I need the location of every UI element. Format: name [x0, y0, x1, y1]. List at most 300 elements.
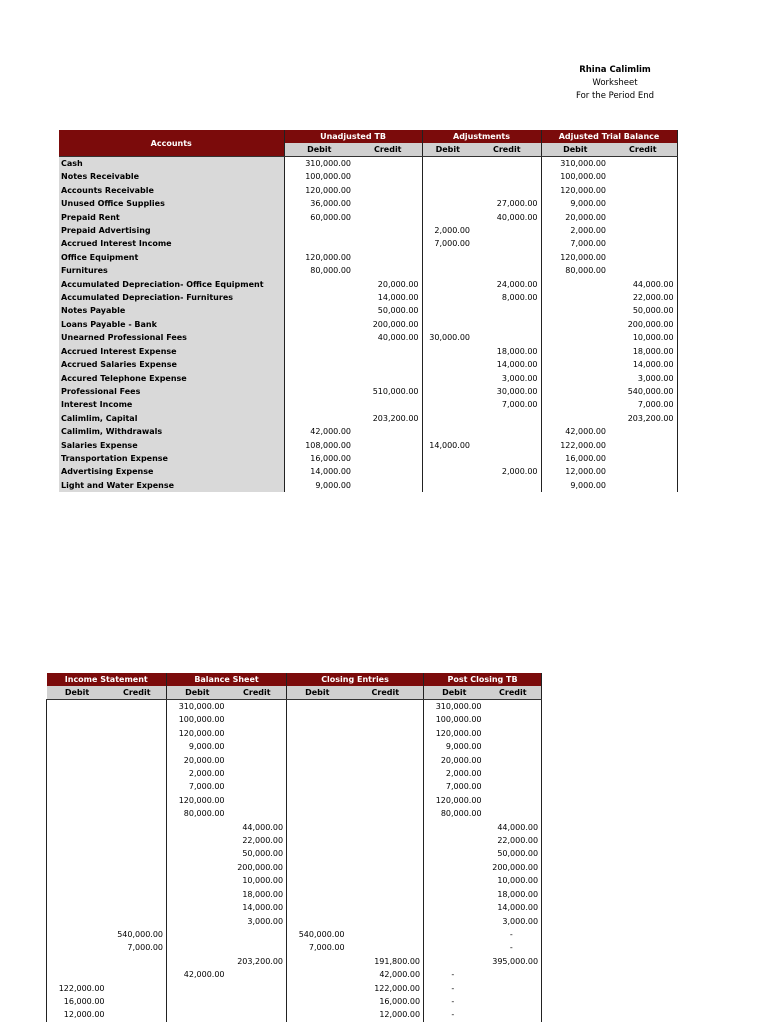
column-header-debit: Debit — [422, 143, 473, 157]
cell-balance-debit — [167, 847, 228, 860]
cell-postclosing-debit — [424, 888, 485, 901]
table-row — [47, 713, 542, 726]
cell-income-credit — [108, 888, 167, 901]
table-row — [59, 372, 677, 385]
cell-closing-credit: 42,000.00 — [379, 970, 421, 980]
cell-unadjusted-credit — [354, 465, 422, 478]
cell-closing-debit: 7,000.00 — [287, 941, 348, 954]
cell-balance-debit — [167, 941, 228, 954]
table-row — [59, 291, 677, 304]
cell-postclosing-credit: 14,000.00 — [485, 901, 542, 914]
cell-balance-credit: 18,000.00 — [242, 889, 284, 899]
group-header-closing-entries: Closing Entries — [287, 673, 424, 686]
cell-adjustments-debit — [422, 385, 473, 398]
worksheet-statements-table — [46, 673, 542, 1022]
cell-adjusted-credit: 44,000.00 — [609, 278, 677, 291]
account-name: Interest Income — [59, 398, 284, 411]
cell-adjustments-debit — [422, 412, 473, 425]
table-row — [59, 304, 677, 317]
cell-income-credit — [108, 861, 167, 874]
cell-postclosing-debit — [424, 834, 485, 847]
cell-postclosing-debit: 80,000.00 — [424, 807, 485, 820]
cell-postclosing-credit: - — [485, 928, 542, 941]
cell-unadjusted-credit — [354, 251, 422, 264]
column-header-credit: Credit — [473, 143, 541, 157]
cell-balance-debit: 2,000.00 — [167, 767, 228, 780]
table-row — [59, 385, 677, 398]
cell-postclosing-credit: 395,000.00 — [485, 955, 542, 968]
cell-postclosing-debit: 120,000.00 — [424, 727, 485, 740]
cell-closing-credit — [348, 780, 424, 793]
table-row — [59, 331, 677, 344]
cell-income-credit — [108, 713, 167, 726]
cell-balance-credit — [228, 740, 287, 753]
cell-adjustments-credit — [473, 439, 541, 452]
cell-balance-credit — [228, 1008, 287, 1021]
table-row — [59, 465, 677, 478]
group-header-unadjusted-tb: Unadjusted TB — [284, 130, 422, 143]
cell-unadjusted-credit — [354, 211, 422, 224]
cell-unadjusted-debit: 120,000.00 — [284, 251, 354, 264]
cell-unadjusted-credit: 203,200.00 — [372, 413, 419, 423]
cell-postclosing-debit — [424, 874, 485, 887]
cell-adjustments-credit: 27,000.00 — [496, 199, 538, 209]
cell-income-credit — [108, 754, 167, 767]
cell-balance-credit: 50,000.00 — [242, 849, 284, 859]
cell-income-credit — [108, 700, 167, 714]
cell-adjusted-credit — [609, 184, 677, 197]
account-name: Light and Water Expense — [59, 479, 284, 492]
cell-balance-debit — [167, 982, 228, 995]
cell-adjustments-debit — [422, 170, 473, 183]
cell-unadjusted-credit — [354, 345, 422, 358]
cell-adjusted-debit — [541, 398, 609, 411]
cell-adjustments-debit — [422, 425, 473, 438]
cell-closing-debit — [287, 888, 348, 901]
company-name: Rhina Calimlim — [579, 65, 651, 75]
cell-balance-debit: 120,000.00 — [167, 727, 228, 740]
cell-adjustments-credit: 30,000.00 — [496, 386, 538, 396]
cell-income-debit — [47, 888, 108, 901]
cell-balance-debit: 100,000.00 — [167, 713, 228, 726]
cell-balance-debit — [167, 874, 228, 887]
table-row — [59, 318, 677, 331]
cell-adjustments-credit — [473, 425, 541, 438]
cell-adjusted-debit: 9,000.00 — [541, 197, 609, 210]
cell-unadjusted-debit — [284, 278, 354, 291]
cell-closing-credit: 16,000.00 — [379, 996, 421, 1006]
cell-postclosing-credit: 44,000.00 — [485, 821, 542, 834]
cell-adjustments-debit — [422, 291, 473, 304]
cell-adjustments-debit — [422, 278, 473, 291]
cell-adjusted-debit — [541, 318, 609, 331]
cell-balance-debit — [167, 1008, 228, 1021]
cell-adjustments-credit — [473, 479, 541, 492]
cell-balance-debit — [167, 901, 228, 914]
cell-income-credit: 7,000.00 — [127, 943, 164, 953]
cell-income-debit — [47, 740, 108, 753]
cell-balance-credit: 22,000.00 — [242, 836, 284, 846]
cell-postclosing-credit — [485, 807, 542, 820]
table-row — [59, 211, 677, 224]
cell-closing-credit — [348, 807, 424, 820]
cell-balance-credit — [228, 727, 287, 740]
account-name: Cash — [59, 157, 284, 171]
cell-closing-credit — [348, 861, 424, 874]
cell-adjusted-credit — [609, 425, 677, 438]
cell-adjustments-debit — [422, 211, 473, 224]
cell-adjusted-debit: 100,000.00 — [541, 170, 609, 183]
cell-income-credit — [108, 767, 167, 780]
cell-unadjusted-credit: 50,000.00 — [377, 306, 419, 316]
cell-adjusted-credit: 540,000.00 — [609, 385, 677, 398]
cell-balance-credit: 44,000.00 — [242, 822, 284, 832]
cell-adjustments-credit — [473, 304, 541, 317]
cell-income-debit — [47, 968, 108, 981]
cell-postclosing-debit: 100,000.00 — [424, 713, 485, 726]
cell-adjusted-debit: 120,000.00 — [541, 184, 609, 197]
cell-adjusted-credit — [609, 224, 677, 237]
account-name: Accrued Interest Expense — [59, 345, 284, 358]
account-name: Notes Payable — [59, 304, 284, 317]
cell-closing-debit — [287, 794, 348, 807]
cell-adjusted-debit: 42,000.00 — [541, 425, 609, 438]
cell-balance-debit — [167, 915, 228, 928]
cell-postclosing-debit: - — [424, 995, 485, 1008]
cell-unadjusted-debit — [284, 304, 354, 317]
cell-postclosing-credit: 50,000.00 — [485, 847, 542, 860]
table-row — [47, 834, 542, 847]
cell-adjustments-debit — [422, 452, 473, 465]
table-row — [59, 358, 677, 371]
cell-unadjusted-credit: 20,000.00 — [377, 279, 419, 289]
cell-adjusted-credit — [609, 237, 677, 250]
cell-balance-debit — [167, 861, 228, 874]
table-row — [47, 901, 542, 914]
cell-closing-credit: 12,000.00 — [379, 1010, 421, 1020]
cell-postclosing-debit: 9,000.00 — [424, 740, 485, 753]
cell-closing-debit — [287, 847, 348, 860]
cell-closing-credit — [348, 941, 424, 954]
cell-postclosing-debit: - — [424, 1008, 485, 1021]
cell-closing-debit — [287, 700, 348, 714]
cell-balance-debit: 9,000.00 — [167, 740, 228, 753]
cell-adjusted-credit: 3,000.00 — [609, 372, 677, 385]
cell-balance-debit — [167, 928, 228, 941]
cell-balance-debit — [167, 821, 228, 834]
table-row — [47, 1008, 542, 1021]
cell-postclosing-credit: 200,000.00 — [485, 861, 542, 874]
cell-unadjusted-credit — [354, 452, 422, 465]
cell-closing-credit — [348, 888, 424, 901]
table-row — [59, 264, 677, 277]
cell-balance-credit — [228, 982, 287, 995]
cell-income-credit — [108, 807, 167, 820]
cell-unadjusted-debit: 120,000.00 — [284, 184, 354, 197]
cell-postclosing-credit — [485, 727, 542, 740]
table-row — [47, 847, 542, 860]
cell-closing-debit — [287, 1008, 348, 1021]
cell-closing-debit — [287, 874, 348, 887]
cell-income-credit — [108, 955, 167, 968]
cell-adjustments-credit — [473, 318, 541, 331]
cell-postclosing-credit — [485, 700, 542, 714]
cell-income-debit — [47, 780, 108, 793]
cell-adjusted-credit — [609, 157, 677, 171]
cell-income-debit: 122,000.00 — [47, 982, 108, 995]
cell-adjustments-debit — [422, 479, 473, 492]
table-row — [47, 915, 542, 928]
account-name: Professional Fees — [59, 385, 284, 398]
cell-unadjusted-debit: 80,000.00 — [284, 264, 354, 277]
cell-unadjusted-debit: 310,000.00 — [284, 157, 354, 171]
account-name: Accounts Receivable — [59, 184, 284, 197]
cell-balance-debit: 7,000.00 — [167, 780, 228, 793]
cell-closing-debit — [287, 968, 348, 981]
cell-income-credit — [108, 821, 167, 834]
cell-adjusted-credit — [609, 170, 677, 183]
table-row — [47, 767, 542, 780]
cell-income-debit — [47, 874, 108, 887]
cell-unadjusted-credit — [354, 224, 422, 237]
cell-unadjusted-credit: 14,000.00 — [377, 293, 419, 303]
cell-income-debit: 16,000.00 — [47, 995, 108, 1008]
cell-balance-credit — [228, 995, 287, 1008]
cell-balance-debit: 42,000.00 — [167, 968, 228, 981]
table-row — [47, 780, 542, 793]
cell-unadjusted-debit — [284, 237, 354, 250]
cell-unadjusted-debit: 42,000.00 — [284, 425, 354, 438]
cell-adjustments-credit: 8,000.00 — [501, 293, 538, 303]
cell-adjustments-credit — [473, 331, 541, 344]
account-name: Salaries Expense — [59, 439, 284, 452]
cell-postclosing-debit: 310,000.00 — [424, 700, 485, 714]
cell-unadjusted-debit — [284, 358, 354, 371]
account-name: Calimlim, Withdrawals — [59, 425, 284, 438]
table-row — [47, 955, 542, 968]
group-header-adjusted-trial-balance: Adjusted Trial Balance — [541, 130, 677, 143]
cell-balance-credit — [228, 767, 287, 780]
cell-income-debit — [47, 700, 108, 714]
cell-postclosing-debit — [424, 821, 485, 834]
cell-adjusted-debit — [541, 385, 609, 398]
cell-adjustments-credit: 3,000.00 — [501, 373, 538, 383]
cell-adjusted-credit: 18,000.00 — [609, 345, 677, 358]
cell-closing-debit — [287, 740, 348, 753]
table-row — [47, 995, 542, 1008]
cell-postclosing-debit — [424, 955, 485, 968]
cell-adjustments-debit: 30,000.00 — [422, 331, 473, 344]
cell-closing-credit — [348, 754, 424, 767]
cell-closing-debit — [287, 955, 348, 968]
cell-unadjusted-debit — [284, 345, 354, 358]
cell-unadjusted-credit — [354, 398, 422, 411]
cell-closing-credit — [348, 901, 424, 914]
cell-income-credit: 540,000.00 — [117, 929, 164, 939]
cell-income-debit — [47, 941, 108, 954]
account-name: Notes Receivable — [59, 170, 284, 183]
cell-closing-debit — [287, 995, 348, 1008]
account-name: Accumulated Depreciation- Furnitures — [59, 291, 284, 304]
cell-closing-debit — [287, 780, 348, 793]
table-row — [47, 821, 542, 834]
cell-unadjusted-credit: 40,000.00 — [377, 333, 419, 343]
cell-adjustments-credit — [473, 170, 541, 183]
cell-adjusted-credit — [609, 439, 677, 452]
cell-closing-debit — [287, 713, 348, 726]
account-name: Prepaid Advertising — [59, 224, 284, 237]
cell-unadjusted-debit: 36,000.00 — [284, 197, 354, 210]
table-row — [59, 170, 677, 183]
cell-income-credit — [108, 794, 167, 807]
cell-closing-debit — [287, 915, 348, 928]
cell-postclosing-credit — [485, 982, 542, 995]
cell-unadjusted-credit — [354, 372, 422, 385]
cell-unadjusted-debit — [284, 412, 354, 425]
cell-adjustments-credit: 14,000.00 — [496, 360, 538, 370]
cell-adjusted-credit: 7,000.00 — [609, 398, 677, 411]
cell-balance-debit: 80,000.00 — [167, 807, 228, 820]
table-row — [59, 224, 677, 237]
account-name: Accumulated Depreciation- Office Equipment — [59, 278, 284, 291]
cell-income-credit — [108, 1008, 167, 1021]
cell-adjustments-credit — [473, 452, 541, 465]
cell-closing-credit — [348, 847, 424, 860]
cell-balance-debit — [167, 995, 228, 1008]
cell-postclosing-credit — [485, 968, 542, 981]
cell-adjustments-credit — [473, 184, 541, 197]
cell-postclosing-debit — [424, 901, 485, 914]
cell-adjustments-debit — [422, 465, 473, 478]
cell-closing-debit — [287, 767, 348, 780]
cell-income-debit — [47, 794, 108, 807]
cell-postclosing-credit: 18,000.00 — [485, 888, 542, 901]
cell-adjusted-debit: 20,000.00 — [541, 211, 609, 224]
column-header-credit: Credit — [348, 686, 424, 700]
cell-unadjusted-debit: 100,000.00 — [284, 170, 354, 183]
table-row — [59, 398, 677, 411]
cell-unadjusted-credit — [354, 264, 422, 277]
cell-postclosing-credit — [485, 780, 542, 793]
cell-adjustments-debit: 7,000.00 — [422, 237, 473, 250]
account-name: Accured Telephone Expense — [59, 372, 284, 385]
group-header-balance-sheet: Balance Sheet — [167, 673, 287, 686]
cell-closing-debit — [287, 821, 348, 834]
cell-balance-credit — [228, 794, 287, 807]
cell-adjusted-credit — [609, 264, 677, 277]
cell-adjusted-credit — [609, 211, 677, 224]
cell-income-credit — [108, 727, 167, 740]
cell-adjustments-debit — [422, 398, 473, 411]
group-header-adjustments: Adjustments — [422, 130, 541, 143]
cell-closing-debit — [287, 807, 348, 820]
cell-postclosing-credit: 22,000.00 — [485, 834, 542, 847]
cell-unadjusted-debit — [284, 291, 354, 304]
cell-postclosing-debit: - — [424, 982, 485, 995]
cell-closing-debit: 540,000.00 — [287, 928, 348, 941]
cell-unadjusted-credit — [354, 358, 422, 371]
cell-closing-credit: 122,000.00 — [374, 983, 421, 993]
cell-adjusted-debit: 7,000.00 — [541, 237, 609, 250]
cell-adjustments-debit — [422, 184, 473, 197]
cell-closing-debit — [287, 727, 348, 740]
cell-postclosing-credit: 10,000.00 — [485, 874, 542, 887]
cell-adjusted-credit — [609, 452, 677, 465]
cell-unadjusted-credit — [354, 157, 422, 171]
cell-adjusted-debit: 2,000.00 — [541, 224, 609, 237]
cell-postclosing-debit — [424, 915, 485, 928]
cell-closing-debit — [287, 982, 348, 995]
cell-income-debit — [47, 821, 108, 834]
cell-postclosing-debit: 120,000.00 — [424, 794, 485, 807]
cell-postclosing-credit — [485, 1008, 542, 1021]
table-row — [47, 968, 542, 981]
table-row — [59, 479, 677, 492]
cell-adjusted-debit — [541, 412, 609, 425]
cell-income-credit — [108, 901, 167, 914]
table-row — [59, 251, 677, 264]
table-row — [47, 861, 542, 874]
account-name: Unearned Professional Fees — [59, 331, 284, 344]
cell-closing-credit — [348, 727, 424, 740]
cell-adjusted-debit — [541, 372, 609, 385]
cell-closing-credit — [348, 713, 424, 726]
cell-closing-credit — [348, 834, 424, 847]
cell-adjusted-credit — [609, 251, 677, 264]
table-row — [59, 439, 677, 452]
cell-income-credit — [108, 780, 167, 793]
table-row — [47, 700, 542, 714]
cell-income-debit — [47, 834, 108, 847]
cell-adjusted-debit — [541, 278, 609, 291]
cell-adjusted-credit — [609, 479, 677, 492]
cell-closing-debit — [287, 754, 348, 767]
column-header-credit: Credit — [485, 686, 542, 700]
cell-postclosing-debit — [424, 941, 485, 954]
cell-postclosing-credit — [485, 767, 542, 780]
cell-adjusted-debit: 310,000.00 — [541, 157, 609, 171]
column-header-debit: Debit — [167, 686, 228, 700]
cell-adjusted-credit: 50,000.00 — [609, 304, 677, 317]
worksheet-trial-balance-table — [59, 130, 678, 492]
cell-income-debit — [47, 713, 108, 726]
cell-unadjusted-credit: 510,000.00 — [372, 386, 419, 396]
cell-adjusted-debit — [541, 304, 609, 317]
cell-adjustments-credit: 2,000.00 — [501, 467, 538, 477]
cell-adjustments-debit — [422, 345, 473, 358]
cell-adjusted-debit: 80,000.00 — [541, 264, 609, 277]
table-row — [59, 412, 677, 425]
table-row — [59, 237, 677, 250]
cell-postclosing-debit: - — [424, 968, 485, 981]
cell-income-credit — [108, 968, 167, 981]
column-header-credit: Credit — [108, 686, 167, 700]
cell-adjusted-debit: 12,000.00 — [541, 465, 609, 478]
cell-balance-debit: 20,000.00 — [167, 754, 228, 767]
table-row — [47, 982, 542, 995]
cell-adjustments-credit — [473, 237, 541, 250]
cell-closing-credit — [348, 915, 424, 928]
column-header-credit: Credit — [354, 143, 422, 157]
cell-income-credit — [108, 740, 167, 753]
cell-income-debit — [47, 727, 108, 740]
cell-adjusted-debit — [541, 345, 609, 358]
cell-unadjusted-credit — [354, 170, 422, 183]
cell-adjustments-credit: 24,000.00 — [496, 279, 538, 289]
table-row — [47, 928, 542, 941]
report-title: Worksheet — [592, 78, 638, 88]
cell-postclosing-credit: 3,000.00 — [485, 915, 542, 928]
